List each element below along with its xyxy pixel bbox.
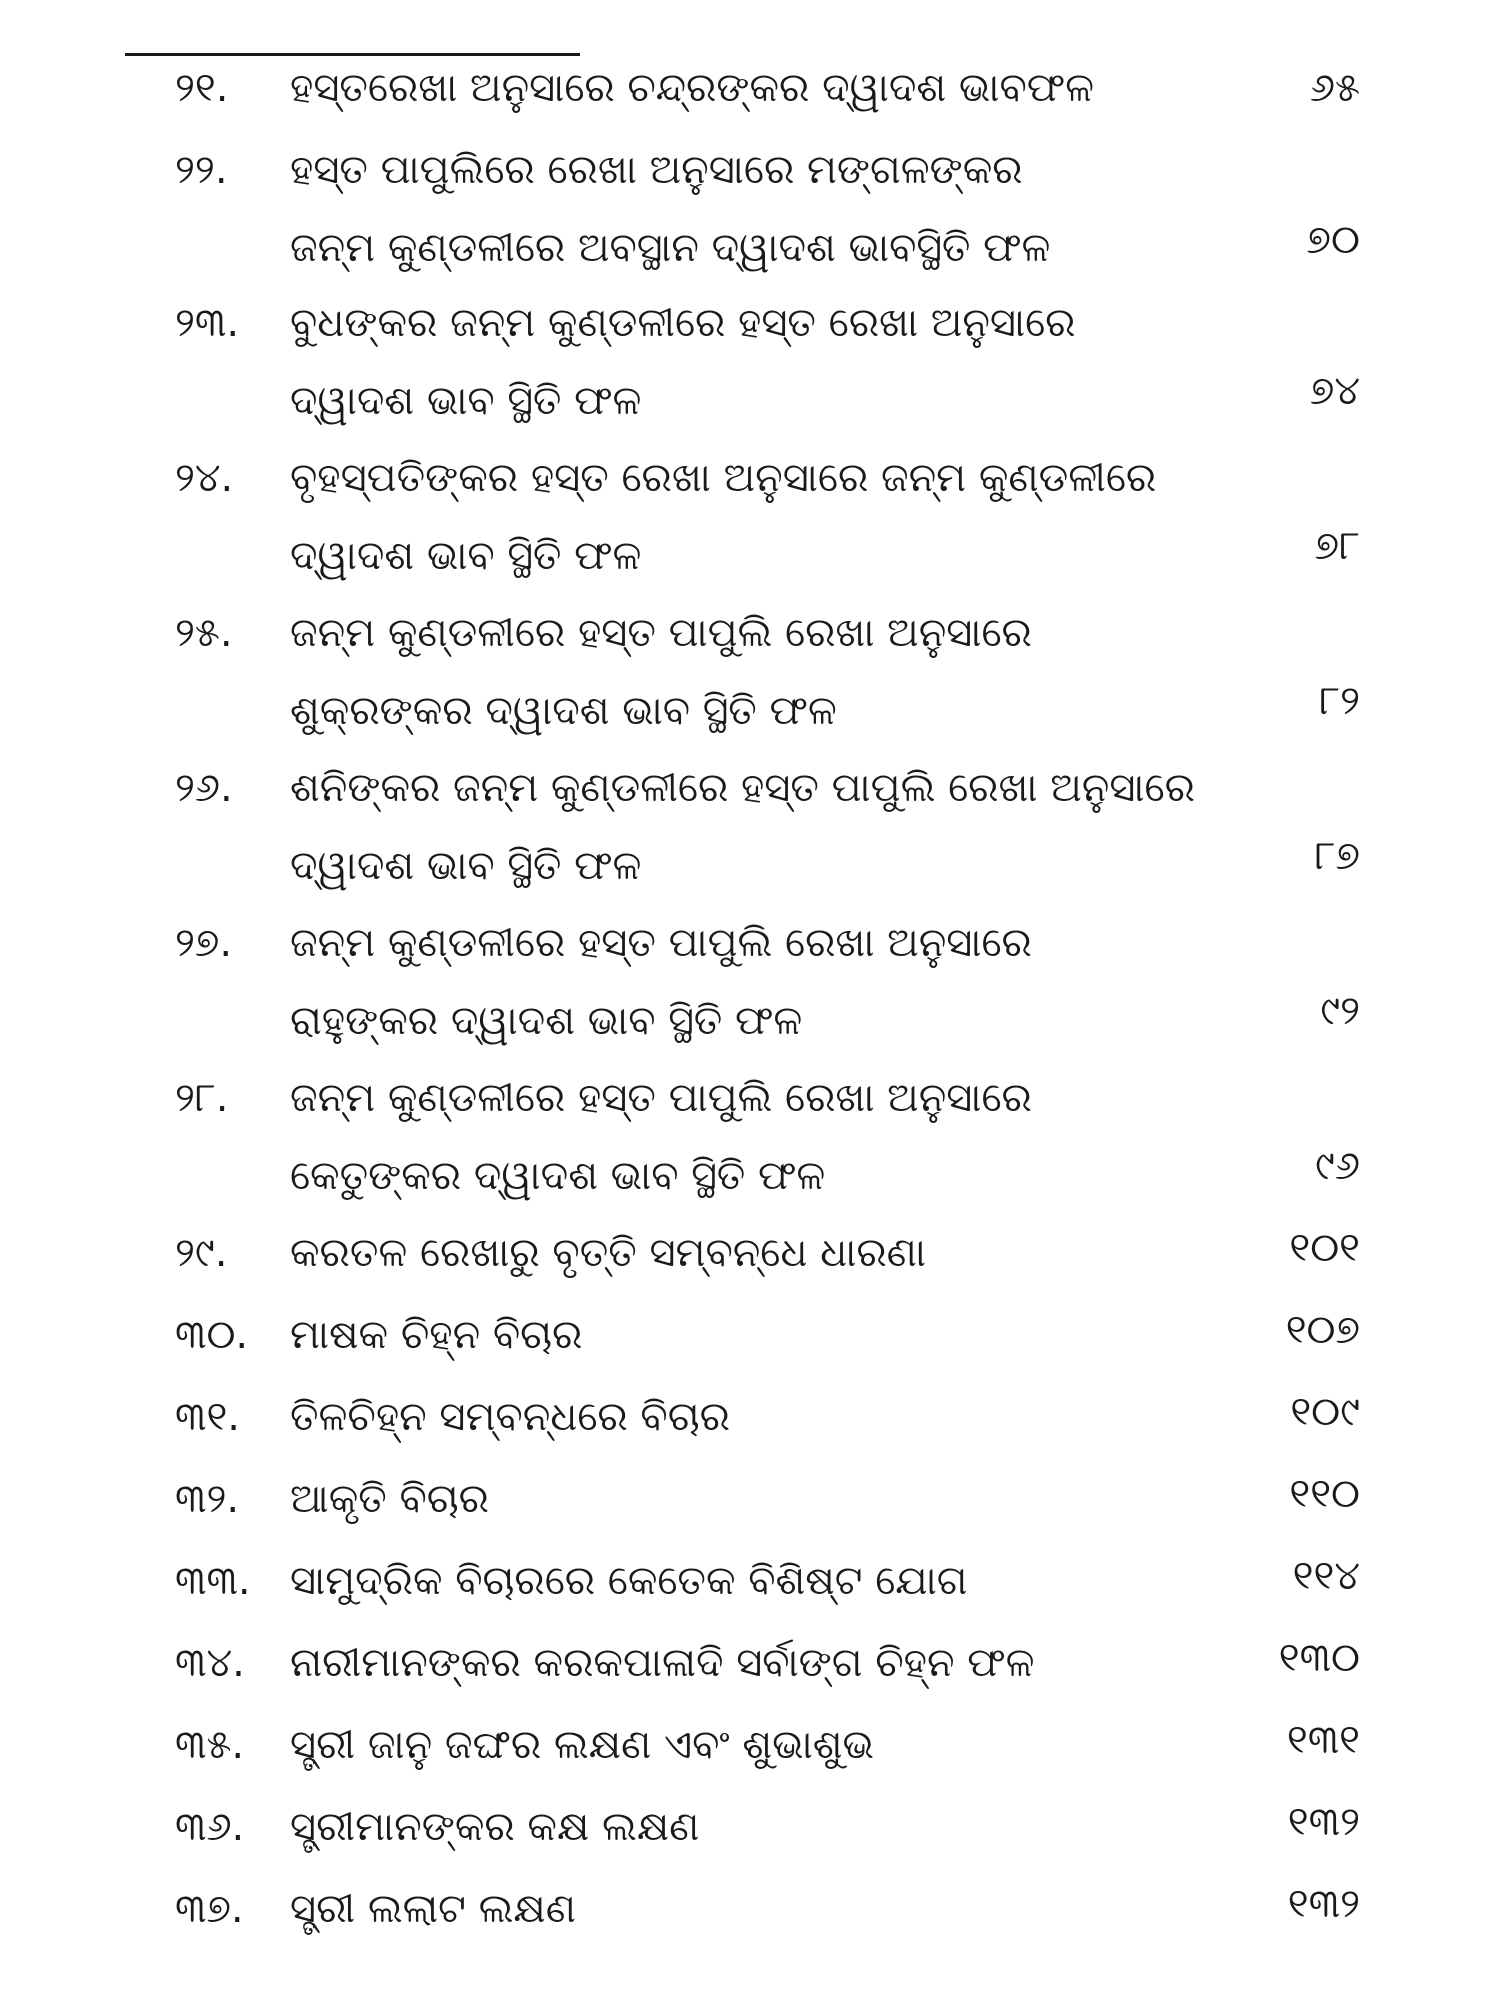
entry-page-number: ୭୦ bbox=[1306, 217, 1360, 263]
entry-number: ୨୫. bbox=[175, 610, 233, 656]
entry-title-line: ସ୍ତ୍ରୀ ଲଲାଟ ଲକ୍ଷଣ bbox=[290, 1886, 576, 1932]
entry-number: ୩୬. bbox=[175, 1804, 245, 1850]
entry-title-line: ହସ୍ତ ପାପୁଲିରେ ରେଖା ଅନୁସାରେ ମଙ୍ଗଳଙ୍କର bbox=[290, 147, 1023, 193]
entry-page-number: ୯୨ bbox=[1320, 988, 1360, 1034]
entry-title-line: ଶନିଙ୍କର ଜନ୍ମ କୁଣ୍ଡଳୀରେ ହସ୍ତ ପାପୁଲି ରେଖା ଅନୁସାରେ bbox=[290, 765, 1195, 811]
entry-page-number: ୧୩୦ bbox=[1278, 1635, 1360, 1681]
entry-title-line: ଜନ୍ମ କୁଣ୍ଡଳୀରେ ଅବସ୍ଥାନ ଦ୍ୱାଦଶ ଭାବସ୍ଥିତି ଫଳ bbox=[290, 225, 1051, 271]
entry-number: ୨୪. bbox=[175, 455, 234, 501]
entry-title-line: ଦ୍ୱାଦଶ ଭାବ ସ୍ଥିତି ଫଳ bbox=[290, 843, 642, 889]
entry-number: ୩୦. bbox=[175, 1312, 249, 1358]
entry-title-line: ରାହୁଙ୍କର ଦ୍ୱାଦଶ ଭାବ ସ୍ଥିତି ଫଳ bbox=[290, 998, 803, 1044]
entry-page-number: ୧୩୧ bbox=[1286, 1717, 1360, 1763]
entry-number: ୨୨. bbox=[175, 147, 228, 193]
entry-title-line: ତିଳଚିହ୍ନ ସମ୍ବନ୍ଧରେ ବିଚାର bbox=[290, 1394, 730, 1440]
entry-page-number: ୧୩୨ bbox=[1287, 1881, 1360, 1927]
entry-title-line: କରତଳ ରେଖାରୁ ବୃତ୍ତି ସମ୍ବନ୍ଧେ ଧାରଣା bbox=[290, 1230, 927, 1276]
entry-title-line: ଦ୍ୱାଦଶ ଭାବ ସ୍ଥିତି ଫଳ bbox=[290, 378, 642, 424]
entry-page-number: ୧୧୪ bbox=[1292, 1553, 1360, 1599]
entry-page-number: ୭୪ bbox=[1309, 368, 1360, 414]
top-rule bbox=[125, 53, 580, 56]
entry-number: ୩୪. bbox=[175, 1640, 245, 1686]
entry-page-number: ୯୬ bbox=[1315, 1143, 1360, 1189]
entry-number: ୩୧. bbox=[175, 1394, 240, 1440]
entry-page-number: ୧୦୭ bbox=[1285, 1307, 1360, 1353]
entry-title-line: କେତୁଙ୍କର ଦ୍ୱାଦଶ ଭାବ ସ୍ଥିତି ଫଳ bbox=[290, 1153, 826, 1199]
entry-number: ୨୬. bbox=[175, 765, 233, 811]
entry-number: ୨୧. bbox=[175, 65, 229, 111]
entry-page-number: ୮୨ bbox=[1319, 678, 1360, 724]
entry-title-line: ଜନ୍ମ କୁଣ୍ଡଳୀରେ ହସ୍ତ ପାପୁଲି ରେଖା ଅନୁସାରେ bbox=[290, 920, 1032, 966]
entry-number: ୨୮. bbox=[175, 1075, 229, 1121]
entry-title-line: ସ୍ତ୍ରୀମାନଙ୍କର କକ୍ଷ ଲକ୍ଷଣ bbox=[290, 1804, 700, 1850]
entry-page-number: ୧୦୯ bbox=[1290, 1389, 1360, 1435]
entry-title-line: ଆକୃତି ବିଚାର bbox=[290, 1476, 489, 1522]
entry-page-number: ୧୦୧ bbox=[1289, 1225, 1360, 1271]
entry-title-line: ସାମୁଦ୍ରିକ ବିଚାରରେ କେତେକ ବିଶିଷ୍ଟ ଯୋଗ bbox=[290, 1558, 968, 1604]
entry-number: ୩୩. bbox=[175, 1558, 251, 1604]
entry-title-line: ଶୁକ୍ରଙ୍କର ଦ୍ୱାଦଶ ଭାବ ସ୍ଥିତି ଫଳ bbox=[290, 688, 837, 734]
entry-title-line: ଜନ୍ମ କୁଣ୍ଡଳୀରେ ହସ୍ତ ପାପୁଲି ରେଖା ଅନୁସାରେ bbox=[290, 610, 1032, 656]
entry-title-line: ବୃହସ୍ପତିଙ୍କର ହସ୍ତ ରେଖା ଅନୁସାରେ ଜନ୍ମ କୁଣ୍ଡଳୀରେ bbox=[290, 455, 1157, 501]
entry-title-line: ବୁଧଙ୍କର ଜନ୍ମ କୁଣ୍ଡଳୀରେ ହସ୍ତ ରେଖା ଅନୁସାରେ bbox=[290, 300, 1076, 346]
entry-number: ୩୭. bbox=[175, 1886, 244, 1932]
entry-title-line: ଦ୍ୱାଦଶ ଭାବ ସ୍ଥିତି ଫଳ bbox=[290, 533, 642, 579]
entry-page-number: ୧୧୦ bbox=[1289, 1471, 1360, 1517]
entry-title-line: ସ୍ତ୍ରୀ ଜାନୁ ଜଙ୍ଘର ଲକ୍ଷଣ ଏବଂ ଶୁଭାଶୁଭ bbox=[290, 1722, 874, 1768]
entry-number: ୩୨. bbox=[175, 1476, 240, 1522]
entry-title-line: ଜନ୍ମ କୁଣ୍ଡଳୀରେ ହସ୍ତ ପାପୁଲି ରେଖା ଅନୁସାରେ bbox=[290, 1075, 1032, 1121]
entry-number: ୨୭. bbox=[175, 920, 233, 966]
entry-number: ୨୯. bbox=[175, 1230, 228, 1276]
entry-number: ୨୩. bbox=[175, 300, 240, 346]
entry-page-number: ୧୩୨ bbox=[1287, 1799, 1360, 1845]
entry-page-number: ୬୫ bbox=[1309, 65, 1360, 111]
entry-page-number: ୭୮ bbox=[1314, 523, 1360, 569]
entry-number: ୩୫. bbox=[175, 1722, 245, 1768]
entry-page-number: ୮୭ bbox=[1314, 833, 1360, 879]
entry-title-line: ନାରୀମାନଙ୍କର କରକପାଳାଦି ସର୍ବାଙ୍ଗ ଚିହ୍ନ ଫଳ bbox=[290, 1640, 1035, 1686]
entry-title-line: ହସ୍ତରେଖା ଅନୁସାରେ ଚନ୍ଦ୍ରଙ୍କର ଦ୍ୱାଦଶ ଭାବଫଳ bbox=[290, 65, 1095, 111]
entry-title-line: ମାଷକ ଚିହ୍ନ ବିଚାର bbox=[290, 1312, 583, 1358]
